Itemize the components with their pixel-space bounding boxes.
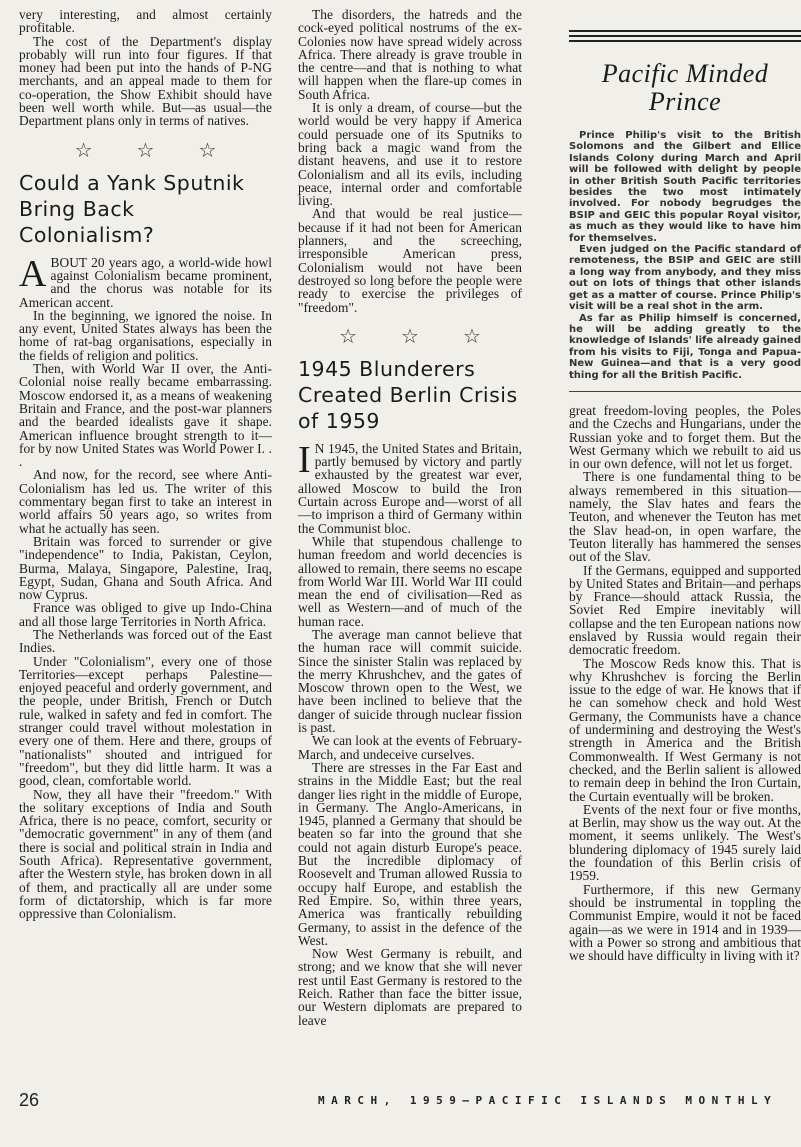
article-lead-paragraph <box>19 252 272 310</box>
lead-text: BOUT 20 years ago, a world-wide howl against Colonialism became prominent, and the chorus was notable for its American accent. <box>19 254 272 310</box>
body-paragraph: Then, with World War II over, the Anti-Colonial noise really became embarrassing. Moscow endorsed it, as a means of weakening Britain and France, and the post-war planners and the bearded idealists gave it shape. American influence brought strength to it—for by now United States was World Power I. . . <box>19 361 272 470</box>
sidebar-paragraph: Even judged on the Pacific standard of remoteness, the BSIP and GEIC are still a long way from anybody, and they miss out on lots of things that other islands get as a matter of course. Prince Philip's visit will be a real shot in the arm. <box>569 244 801 313</box>
column-right-body <box>569 404 801 962</box>
star-icon: ☆ <box>401 323 419 348</box>
body-paragraph: Britain was forced to surrender or give "independence" to India, Pakistan, Ceylon, Burma, Malaya, Singapore, Palestine, Iraq, Egypt, Sudan, Ghana and South Africa. And now Cyprus. <box>19 533 272 603</box>
sidebar-paragraph: Prince Philip's visit to the British Solomons and the Gilbert and Ellice Islands Colony during March and April will be followed with delight by people in other British South Pacific territories besides the two most intimately involved. For nobody begrudges the BSIP and GEIC this popular Royal visitor, as much as they would like to have him for themselves. <box>569 130 801 244</box>
article-lead-paragraph <box>298 438 522 536</box>
column-left <box>19 8 272 921</box>
body-paragraph: There is one fundamental thing to be always remembered in this situation—namely, the Slav hates and fears the Teuton, and whenever the Teuton has met the Slav head-on, in open warfare, the Teuton literally has hammered the senses out of the Slav. <box>569 469 801 565</box>
body-paragraph: The disorders, the hatreds and the cock-eyed political nostrums of the ex-Colonies now have spread widely across Africa. There already is grave trouble in the centre—and that is nothing to what will happen when the flare-up comes in South Africa. <box>298 7 522 102</box>
sidebar-paragraph: As far as Philip himself is concerned, he will be adding greatly to the knowledge of Islands' life already gained from his visits to Fiji, Tonga and Papua-New Guinea—and that is a very good thing for all the British Pacific. <box>569 312 801 381</box>
body-paragraph: The average man cannot believe that the human race will commit suicide. Since the sinister Stalin was replaced by the merry Khrushchev, and the gates of Moscow thrown open to the West, we have been inclined to believe that the danger of suicide through nuclear fission is past. <box>298 626 522 736</box>
star-icon: ☆ <box>136 137 155 162</box>
star-icon: ☆ <box>462 323 481 348</box>
body-paragraph: The Moscow Reds know this. That is why Khrushchev is forcing the Berlin issue to the edge of war. He knows that if he can somehow check and hold West Germany, the Communists have a chance of undermining and destroying the West's strength in America and the British Commonwealth. If West Germany is not checked, and the Berlin salient is allowed to remain deep in behind the Iron Curtain, the Curtain eventually will be broken. <box>569 655 801 804</box>
box-top-rule-inner <box>569 36 801 42</box>
column-middle <box>298 8 522 1027</box>
page-number: 26 <box>19 1090 40 1110</box>
article-headline-sputnik: Could a Yank Sputnik Bring Back Colonialism? <box>19 170 245 247</box>
article-headline-berlin: 1945 Blunderers Created Berlin Crisis of 1959 <box>298 356 518 433</box>
body-paragraph: Now, they all have their "freedom." With the solitary exceptions of India and South Africa, there is no peace, comfort, security or "democratic government" in any of them (and there is social and political strain in India and South Africa). Representative government, after the Western style, has broken down in all of them, and practically all are under some form of dictatorship, which is far more oppressive than Colonialism. <box>19 786 272 922</box>
section-divider-stars <box>298 323 522 348</box>
lead-text: N 1945, the United States and Britain, partly bemused by victory and partly exhausted by the greatest war ever, allowed Moscow to build the Iron Curtain across Europe and—worst of all—to imprison a third of Germany within the Communist bloc. <box>298 440 522 536</box>
sidebar-box <box>569 30 801 392</box>
body-paragraph: Events of the next four or five months, at Berlin, may show us the way out. At the moment, it seems unlikely. The West's blundering diplomacy of 1945 surely laid the foundation of this Berlin crisis of 1959. <box>569 801 801 884</box>
drop-cap: A <box>19 252 47 295</box>
body-paragraph: And now, for the record, see where Anti-Colonialism has led us. The writer of this commentary began first to take an interest in world affairs 50 years ago, so writes from what he actually has seen. <box>19 467 272 536</box>
body-paragraph: The Netherlands was forced out of the East Indies. <box>19 626 272 656</box>
body-paragraph: Now West Germany is rebuilt, and strong; and we know that she will never rest until East Germany is restored to the Reich. Rather than face the bitter issue, our Western diplomats are prepared to leave <box>298 946 522 1028</box>
body-paragraph: And that would be real justice—because if it had not been for American planners, and the screeching, irresponsible American press, Colonialism would not have been destroyed so long before the people were ready to exercise the privileges of "freedom". <box>298 206 522 315</box>
body-paragraph: very interesting, and almost certainly profitable. <box>19 7 272 36</box>
body-paragraph: We can look at the events of February-March, and undeceive curselves. <box>298 733 522 762</box>
body-paragraph: great freedom-loving peoples, the Poles and the Czechs and Hungarians, under the Russian yoke and to forget them. But the West Germany which we rebuilt to aid us in our own defence, will not let us forget. <box>569 402 801 472</box>
body-paragraph: It is only a dream, of course—but the world would be very happy if America could persuade one of its Sputniks to bring back a magic wand from the distant heavens, and use it to restore Colonialism and all its evils, including peace, internal order and comfortable living. <box>298 100 522 209</box>
body-paragraph: In the beginning, we ignored the noise. In any event, United States always has been the home of rat-bag organisations, especially in the fields of religion and politics. <box>19 307 272 363</box>
running-footer: MARCH, 1959—PACIFIC ISLANDS MONTHLY <box>318 1094 778 1107</box>
sidebar-title: Pacific Minded Prince <box>601 59 769 116</box>
body-paragraph: The cost of the Department's display probably will run into four figures. If that money had been put into the hands of P-NG merchants, and an appeal made to them for co-operation, the Show Exhibit should have been well worth while. But—as usual—the Department plans only in terms of natives. <box>19 33 272 129</box>
star-icon: ☆ <box>198 137 217 162</box>
body-paragraph: Furthermore, if this new Germany should be instrumental in toppling the Communist Empire, would it not be faced again—as we were in 1914 and in 1939—with a Power so strong and ambitious that we should have difficulty in living with it? <box>569 881 801 964</box>
section-divider-stars <box>19 137 272 162</box>
body-paragraph: There are stresses in the Far East and strains in the Middle East; but the real danger lies right in the middle of Europe, in Germany. The Anglo-Americans, in 1945, planned a Germany that should be beaten so far into the ground that she could not again disturb Europe's peace. But the incredible diplomacy of Roosevelt and Truman allowed Russia to occupy half Europe, and establish the Red Empire. So, within three years, America was frantically rebuilding Germany, to assist in the defence of the West. <box>298 759 522 948</box>
body-paragraph: If the Germans, equipped and supported by United States and Britain—and perhaps by France—should attack Russia, the Soviet Red Empire inevitably will collapse and the ten European nations now enslaved by Russia would regain their democratic freedom. <box>569 562 801 658</box>
body-paragraph: While that stupendous challenge to human freedom and world decencies is allowed to remain, there seems no escape from World War III. World War III could mean the end of civilisation—Red as well as Western—and of much of the human race. <box>298 533 522 629</box>
star-icon: ☆ <box>339 323 358 348</box>
box-bottom-rule <box>569 391 801 392</box>
column-right <box>569 8 801 962</box>
drop-cap: I <box>298 438 311 481</box>
body-paragraph: Under "Colonialism", every one of those Territories—except perhaps Palestine—enjoyed peaceful and orderly government, and the people, under British, French or Dutch rule, walked in safety and fed in comfort. The stranger could travel without molestation in every one of them. Here and there, groups of "nationalists" shouted and intrigued for "freedom", but they did little harm. It was a good, clean, comfortable world. <box>19 653 272 789</box>
body-paragraph: France was obliged to give up Indo-China and all those large Territories in North Africa. <box>19 600 272 629</box>
star-icon: ☆ <box>74 137 93 162</box>
